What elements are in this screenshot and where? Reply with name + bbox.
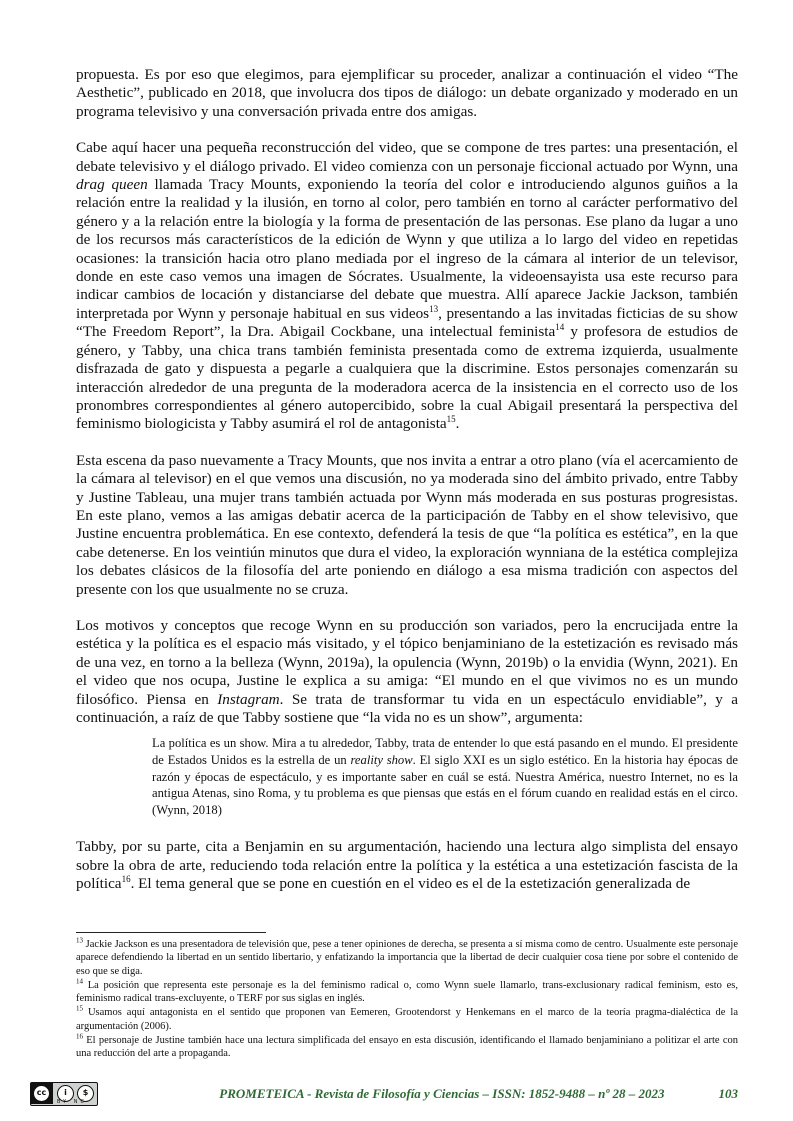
footnote-ref-13[interactable]: 13 <box>429 303 439 314</box>
license-labels: BY NC <box>57 1099 88 1105</box>
footnote-ref-16[interactable]: 16 <box>121 874 131 885</box>
footnote-ref-15[interactable]: 15 <box>446 414 456 425</box>
footnote-15: $^{15}$ Usamos aquí antagonista en el sentido que proponen van Eemeren, Grootendorst y Henkemans en el marco de la teoría pragma-dialéctica de la argumentación (2006). <box>76 1004 738 1032</box>
page-footer <box>30 1082 738 1110</box>
footnote-ref-14[interactable]: 14 <box>555 322 565 333</box>
journal-title: PROMETEICA - Revista de Filosofía y Ciencias – ISSN: 1852-9488 – nº 28 – 2023 <box>219 1086 665 1101</box>
footnote-separator <box>76 932 266 933</box>
page-number: 103 <box>718 1086 738 1101</box>
journal-citation <box>219 1086 738 1102</box>
page-body <box>76 66 738 912</box>
cc-icon: cc <box>33 1085 50 1102</box>
noncommercial-icon: $ <box>77 1085 94 1102</box>
attribution-icon: i <box>57 1085 74 1102</box>
footnote-16: $^{16}$ El personaje de Justine también hace una lectura simplificada del ensayo en esta discusión, identificando el llamado benjaminiano a politizar el arte con una reducción del arte a propaganda. <box>76 1032 738 1060</box>
emphasis-instagram: Instagram <box>217 690 280 708</box>
emphasis-drag-queen: drag queen <box>76 176 148 194</box>
block-quote: La política es un show. Mira a tu alrededor, Tabby, trata de entender lo que está pasando en el mundo. El presidente de Estados Unidos es la estrella de un reality show. El siglo XXI es un siglo estético. En la historia hay épocas de razón y épocas de espectáculo, y es importante saber en cuál se está. Nuestra América, nuestro Internet, no es la antigua Atenas, sino Roma, y tu problema es que piensas que estás en el fórum cuando en realidad estás en el circo. (Wynn, 2018) <box>152 736 738 817</box>
footnote-13: $^{13}$ Jackie Jackson es una presentadora de televisión que, pese a tener opiniones de derecha, se presenta a sí misma como de centro. Usualmente este personaje aparece defendiendo la libertad en un sentido libertario, y enfatizando la importancia que la libertad de decir cualquier cosa tiene por sobre el contenido de eso que se diga. <box>76 936 738 977</box>
footnotes <box>76 938 738 1062</box>
footnote-14: $^{14}$ La posición que representa este personaje es la del feminismo radical o, como Wynn suele llamarlo, trans-exclusionary radical feminism, esto es, feminismo radical trans-excluyente, o TERF por sus siglas en inglés. <box>76 977 738 1005</box>
paragraph-5: Tabby, por su parte, cita a Benjamin en su argumentación, haciendo una lectura algo simplista del ensayo sobre la obra de arte, reduciendo toda relación entre la política y la estética a una estetización fascista de la política$^{16}$. El tema general que se pone en cuestión en el video es el de la estetización generalizada de <box>76 838 738 893</box>
paragraph-1: propuesta. Es por eso que elegimos, para ejemplificar su proceder, analizar a continuación el video “The Aesthetic”, publicado en 2018, que involucra dos tipos de diálogo: un debate organizado y moderado en un programa televisivo y una conversación privada entre dos amigas. <box>76 66 738 120</box>
paragraph-4: Los motivos y conceptos que recoge Wynn en su producción son variados, pero la encrucijada entre la estética y la política es el espacio más visitado, y el tópico benjaminiano de la estetización es revisado más de una vez, en torno a la belleza (Wynn, 2019a), la opulencia (Wynn, 2019b) o la envidia (Wynn, 2021). En el video que nos ocupa, Justine le explica a su amiga: “El mundo en el que vivimos no es un mundo filosófico. Piensa en Instagram. Se trata de transformar tu vida en un espectáculo envidiable”, y a continuación, a raíz de que Tabby sostiene que “la vida no es un show”, argumenta: <box>76 616 738 726</box>
paragraph-3: Esta escena da paso nuevamente a Tracy Mounts, que nos invita a entrar a otro plano (vía el acercamiento de la cámara al televisor) en el que vemos una discusión, no ya moderada sino del ámbito privado, entre Tabby y Justine Tableau, una mujer trans también actuada por Wynn más moderada en sus posturas progresistas. En este plano, vemos a las amigas debatir acerca de la participación de Tabby en el show televisivo, que Justine encuentra problemática. En ese contexto, defenderá la tesis de que “la política es estética”, en la que cabe detenerse. En los veintiún minutos que dura el video, la exploración wynniana de la estética complejiza los debates clásicos de la filosofía del arte poniendo en diálogo a esa misma tradición con aspectos del presente con los que usualmente no se cruza. <box>76 451 738 598</box>
paragraph-2: Cabe aquí hacer una pequeña reconstrucción del video, que se compone de tres partes: una presentación, el debate televisivo y el diálogo privado. El video comienza con un personaje ficcional actuado por Wynn, una drag queen llamada Tracy Mounts, exponiendo la teoría del color e introduciendo algunos guiños a la relación entre la realidad y la ilusión, en torno al color, pero también en torno al carácter performativo del género y a la relación entre la biología y la forma de presentación de las personas. Ese plano da lugar a uno de los recursos más característicos de la edición de Wynn y que utiliza a lo largo del video en repetidas ocasiones: la transición hacia otro plano mediada por el ingreso de la cámara al interior de un televisor, donde en este caso vemos una imagen de Sócrates. Usualmente, la videoensayista usa este recurso para indicar cambios de locación y distanciarse del debate que muestra. Allí aparece Jackie Jackson, también interpretada por Wynn y personaje habitual en sus videos$^{13}$, presentando a las invitadas ficticias de su show “The Freedom Report”, la Dra. Abigail Cockbane, una intelectual feminista$^{14}$ y profesora de estudios de género, y Tabby, una chica trans también feminista presentada como de extrema izquierda, usualmente disfrazada de gato y dispuesta a pegarle a cualquiera que la discrimine. Estos personajes comenzarán su interacción alrededor de una pregunta de la moderadora acerca de la insistencia en el correcto uso de los pronombres correspondientes al género autopercibido, sobre la cual Abigail presentará la perspectiva del feminismo biologicista y Tabby asumirá el rol de antagonista$^{15}$. <box>76 139 738 433</box>
cc-license-badge[interactable] <box>30 1082 98 1106</box>
emphasis-reality-show: reality show <box>350 753 413 767</box>
